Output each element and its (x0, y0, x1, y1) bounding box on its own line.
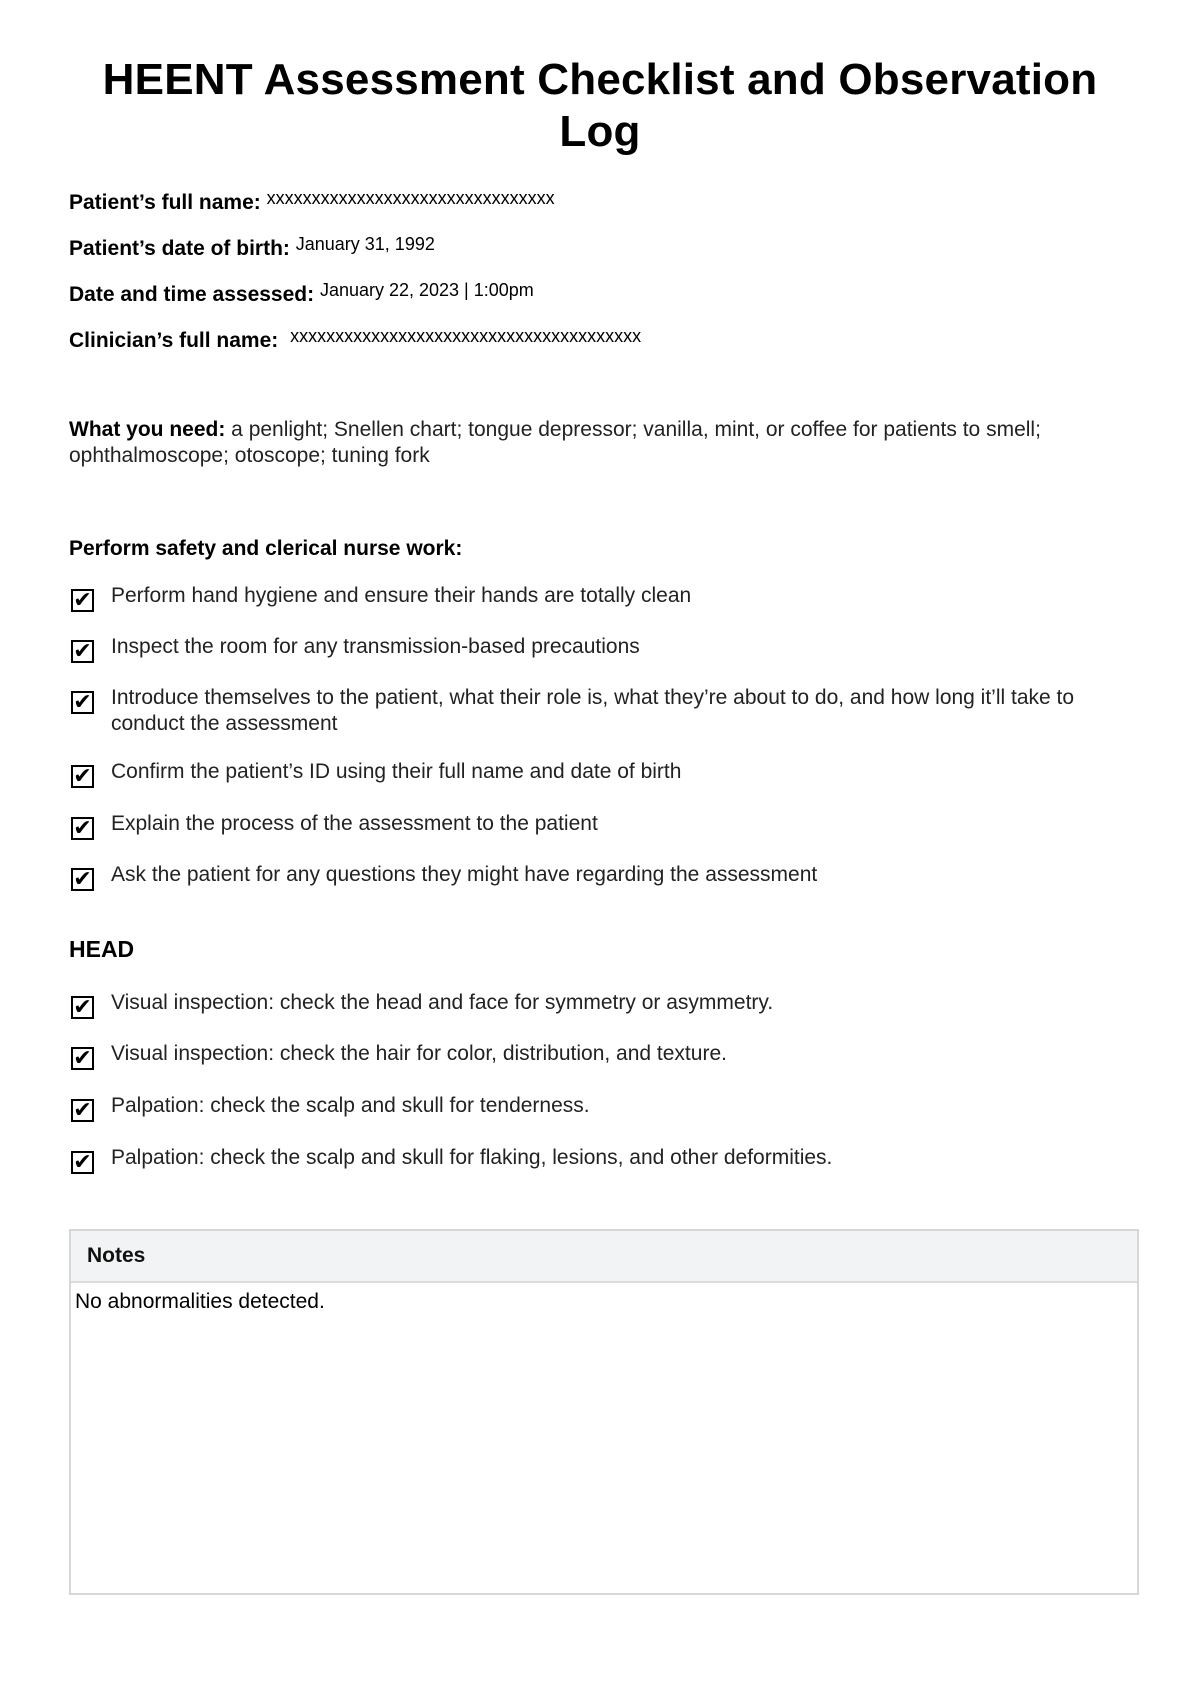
assessed-field (69, 282, 534, 308)
checklist-item-text: Visual inspection: check the hair for color, distribution, and texture. (111, 1042, 727, 1065)
checkbox-checked[interactable]: ✔ (71, 589, 94, 612)
patient-name-field (69, 190, 555, 216)
checklist-item-text: Explain the process of the assessment to the patient (111, 812, 598, 835)
assessed-value: January 22, 2023 | 1:00pm (319, 280, 534, 300)
checklist-item-text: Introduce themselves to the patient, what their role is, what they’re about to do, and how long it’ll take to conduct the assessment (111, 686, 1075, 735)
checklist-item-text: Palpation: check the scalp and skull for flaking, lesions, and other deformities. (111, 1146, 833, 1169)
checkbox-checked[interactable]: ✔ (71, 1151, 94, 1174)
clinician-label: Clinician’s full name: (69, 329, 279, 352)
what-you-need-label: What you need: (69, 418, 226, 441)
checklist-item (71, 583, 1146, 612)
what-you-need-text: a penlight; Snellen chart; tongue depressor; vanilla, mint, or coffee for patients to smell; ophthalmoscope; otoscope; tuning fork (69, 418, 1041, 467)
checklist-item (71, 759, 1146, 788)
notes-text[interactable]: No abnormalities detected. (75, 1290, 325, 1313)
checklist-item (71, 634, 1146, 663)
dob-field (69, 236, 435, 262)
checkbox-checked[interactable]: ✔ (71, 1099, 94, 1122)
patient-name-label: Patient’s full name: (69, 191, 261, 214)
checklist-item (71, 1093, 1146, 1122)
checkbox-checked[interactable]: ✔ (71, 691, 94, 714)
checklist-item (71, 811, 1146, 840)
checklist-item (71, 1041, 1146, 1070)
checklist-item (71, 990, 1146, 1019)
clinician-value: xxxxxxxxxxxxxxxxxxxxxxxxxxxxxxxxxxxxxxx (290, 326, 642, 346)
notes-box (69, 1229, 1139, 1595)
notes-heading: Notes (71, 1231, 1137, 1283)
checklist-item (71, 685, 1146, 737)
head-section-heading: HEAD (69, 936, 135, 962)
checklist-item-text: Ask the patient for any questions they might have regarding the assessment (111, 863, 818, 886)
page-title: HEENT Assessment Checklist and Observation Log (102, 55, 1098, 156)
what-you-need (69, 417, 1139, 469)
checklist-item-text: Inspect the room for any transmission-based precautions (111, 635, 640, 658)
checkbox-checked[interactable]: ✔ (71, 996, 94, 1019)
checkbox-checked[interactable]: ✔ (71, 817, 94, 840)
patient-name-value: xxxxxxxxxxxxxxxxxxxxxxxxxxxxxxxx (266, 188, 555, 208)
dob-label: Patient’s date of birth: (69, 237, 290, 260)
safety-heading: Perform safety and clerical nurse work: (69, 537, 463, 560)
checklist-item (71, 862, 1146, 891)
checkbox-checked[interactable]: ✔ (71, 640, 94, 663)
checklist-item (71, 1145, 1146, 1174)
checkbox-checked[interactable]: ✔ (71, 765, 94, 788)
clinician-field (69, 328, 641, 354)
checklist-item-text: Palpation: check the scalp and skull for tenderness. (111, 1094, 590, 1117)
checklist-item-text: Perform hand hygiene and ensure their hands are totally clean (111, 584, 692, 607)
checklist-item-text: Confirm the patient’s ID using their full name and date of birth (111, 760, 682, 783)
checkbox-checked[interactable]: ✔ (71, 868, 94, 891)
assessed-label: Date and time assessed: (69, 283, 315, 306)
checkbox-checked[interactable]: ✔ (71, 1047, 94, 1070)
checklist-item-text: Visual inspection: check the head and face for symmetry or asymmetry. (111, 991, 774, 1014)
dob-value: January 31, 1992 (295, 234, 435, 254)
